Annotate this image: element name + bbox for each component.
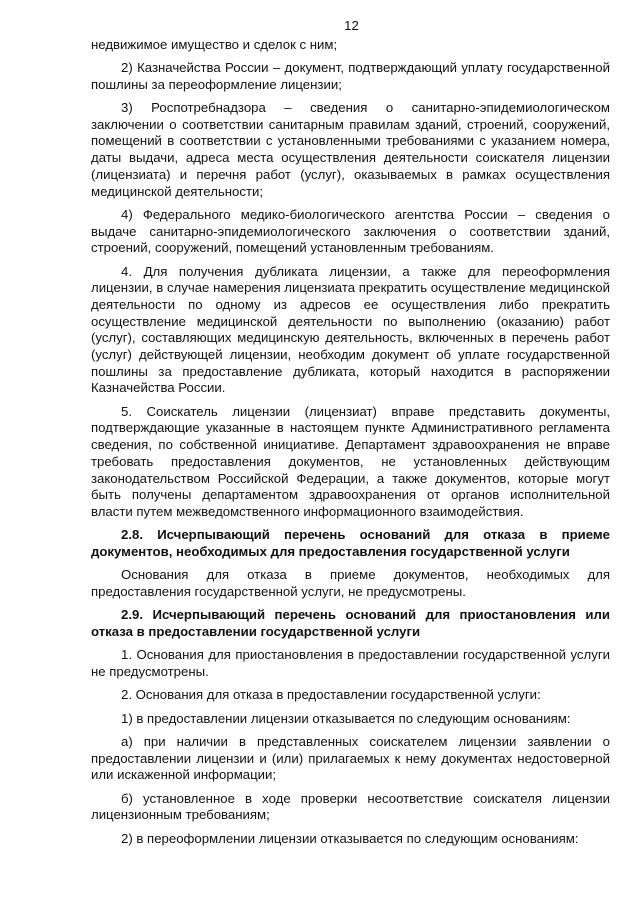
paragraph: 2) в переоформлении лицензии отказывается по следующим основаниям: (121, 830, 579, 846)
paragraph: 2. Основания для отказа в предоставлении государственной услуги: (121, 687, 541, 703)
paragraph: б) установленное в ходе проверки несоответствие соискателя лицензии лицензионным требованиям; (91, 790, 610, 823)
paragraph: 3) Роспотребнадзора – сведения о санитарно-эпидемиологическом заключении о соответствии санитарным правилам зданий, строений, сооружений, помещений в соответствии с установленными требованиями с указанием номера, даты выдачи, адреса места осуществления деятельности соискателя лицензии (лицензиата) и перечня работ (услуг), оказываемых в рамках осуществления медицинской деятельности; (91, 100, 610, 199)
paragraph: 1. Основания для приостановления в предоставлении государственной услуги не предусмотрены. (91, 647, 610, 679)
section-heading-2-9: 2.9. Исчерпывающий перечень оснований для приостановления или отказа в предоставлении государственной услуги (91, 607, 610, 639)
paragraph: а) при наличии в представленных соискателем лицензии заявлении о предоставлении лицензии и (или) прилагаемых к нему документах недостоверной или искаженной информации; (91, 733, 610, 783)
section-heading-2-8: 2.8. Исчерпывающий перечень оснований для отказа в приеме документов, необходимых для предоставления государственной услуги (91, 527, 610, 559)
paragraph: 5. Соискатель лицензии (лицензиат) вправе представить документы, подтверждающие указанные в настоящем пункте Административного регламента сведения, по собственной инициативе. Департамент здравоохранения не вправе требовать предоставления документов, не установленных действующим законодательством Российской Федерации, а также документов, которые могут быть получены департаментом здравоохранения от органов исполнительной власти путем межведомственного информационного взаимодействия. (91, 403, 610, 519)
paragraph: 1) в предоставлении лицензии отказывается по следующим основаниям: (121, 710, 571, 726)
paragraph: 4. Для получения дубликата лицензии, а также для переоформления лицензии, в случае намерения лицензиата прекратить осуществление медицинской деятельности по одному из адресов ее осуществления либо прекратить осуществление медицинской деятельности по выполнению (оказанию) работ (услуг), составляющих медицинскую деятельность, включенных в перечень работ (услуг) действующей лицензии, необходим документ об уплате государственной пошлины за предоставление дубликата, который находится в распоряжении Казначейства России. (91, 263, 610, 396)
page-number: 12 (344, 18, 359, 33)
paragraph: 4) Федерального медико-биологического агентства России – сведения о выдаче санитарно-эпидемиологического заключения о соответствии зданий, строений, сооружений, помещений установленным требованиям. (91, 206, 610, 256)
paragraph-continuation: недвижимое имущество и сделок с ним; (91, 36, 338, 52)
document-page (91, 18, 610, 854)
paragraph: Основания для отказа в приеме документов, необходимых для предоставления государственной услуги, не предусмотрены. (91, 567, 610, 599)
paragraph: 2) Казначейства России – документ, подтверждающий уплату государственной пошлины за переоформление лицензии; (91, 60, 610, 92)
